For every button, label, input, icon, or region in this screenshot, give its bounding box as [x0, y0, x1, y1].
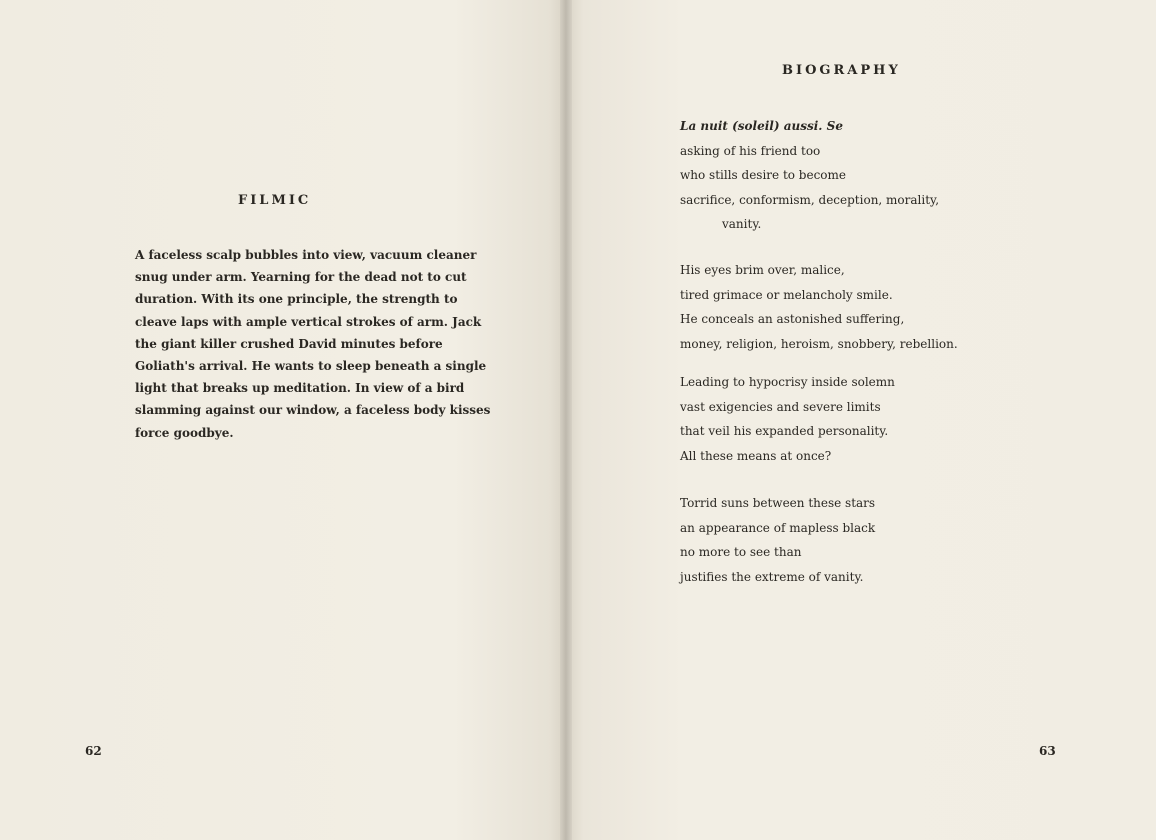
poem-line: La nuit (soleil) aussi. Se — [680, 119, 843, 133]
poem-line: Leading to hypocrisy inside solemn — [680, 375, 895, 389]
stanza-2 — [680, 258, 1010, 356]
stanza-1 — [680, 114, 1010, 237]
poem-line: Torrid suns between these stars — [680, 496, 876, 510]
page-number-left: 62 — [85, 744, 102, 758]
filmic-prose — [135, 244, 491, 444]
filmic-title: FILMIC — [238, 193, 312, 208]
poem-line: He conceals an astonished suffering, — [680, 312, 905, 327]
poem-line: vanity. — [722, 217, 762, 232]
poem-line: who stills desire to become — [680, 168, 847, 183]
prose-line: Goliath's arrival. He wants to sleep beneath a single — [135, 359, 487, 374]
biography-title: BIOGRAPHY — [782, 63, 901, 78]
poem-line: money, religion, heroism, snobbery, rebellion. — [680, 336, 958, 351]
page-number-right: 63 — [1039, 744, 1056, 758]
left-page — [0, 0, 566, 840]
poem-line: All these means at once? — [680, 448, 832, 463]
poem-line: justifies the extreme of vanity. — [680, 569, 864, 584]
right-page — [566, 0, 1156, 840]
poem-line: tired grimace or melancholy smile. — [680, 287, 893, 302]
poem-line: an appearance of mapless black — [680, 520, 876, 535]
prose-line: duration. With its one principle, the strength to — [135, 292, 458, 307]
poem-line: His eyes brim over, malice, — [680, 263, 845, 277]
poem-line: vast exigencies and severe limits — [680, 399, 881, 414]
poem-line: sacrifice, conformism, deception, morality, — [680, 192, 940, 207]
poem-line: that veil his expanded personality. — [680, 424, 889, 439]
prose-line: A faceless scalp bubbles into view, vacuum cleaner — [135, 248, 477, 262]
prose-line: light that breaks up meditation. In view of a bird — [135, 381, 465, 396]
stanza-3 — [680, 370, 1010, 468]
prose-line: force goodbye. — [135, 425, 234, 440]
poem-line: no more to see than — [680, 545, 802, 560]
prose-line: cleave laps with ample vertical strokes of arm. Jack — [135, 314, 482, 329]
prose-line: slamming against our window, a faceless body kisses — [135, 403, 491, 418]
poem-line: asking of his friend too — [680, 143, 821, 158]
stanza-4 — [680, 491, 1010, 589]
prose-line: the giant killer crushed David minutes before — [135, 336, 443, 351]
book-gutter — [560, 0, 572, 840]
prose-line: snug under arm. Yearning for the dead not to cut — [135, 270, 467, 285]
